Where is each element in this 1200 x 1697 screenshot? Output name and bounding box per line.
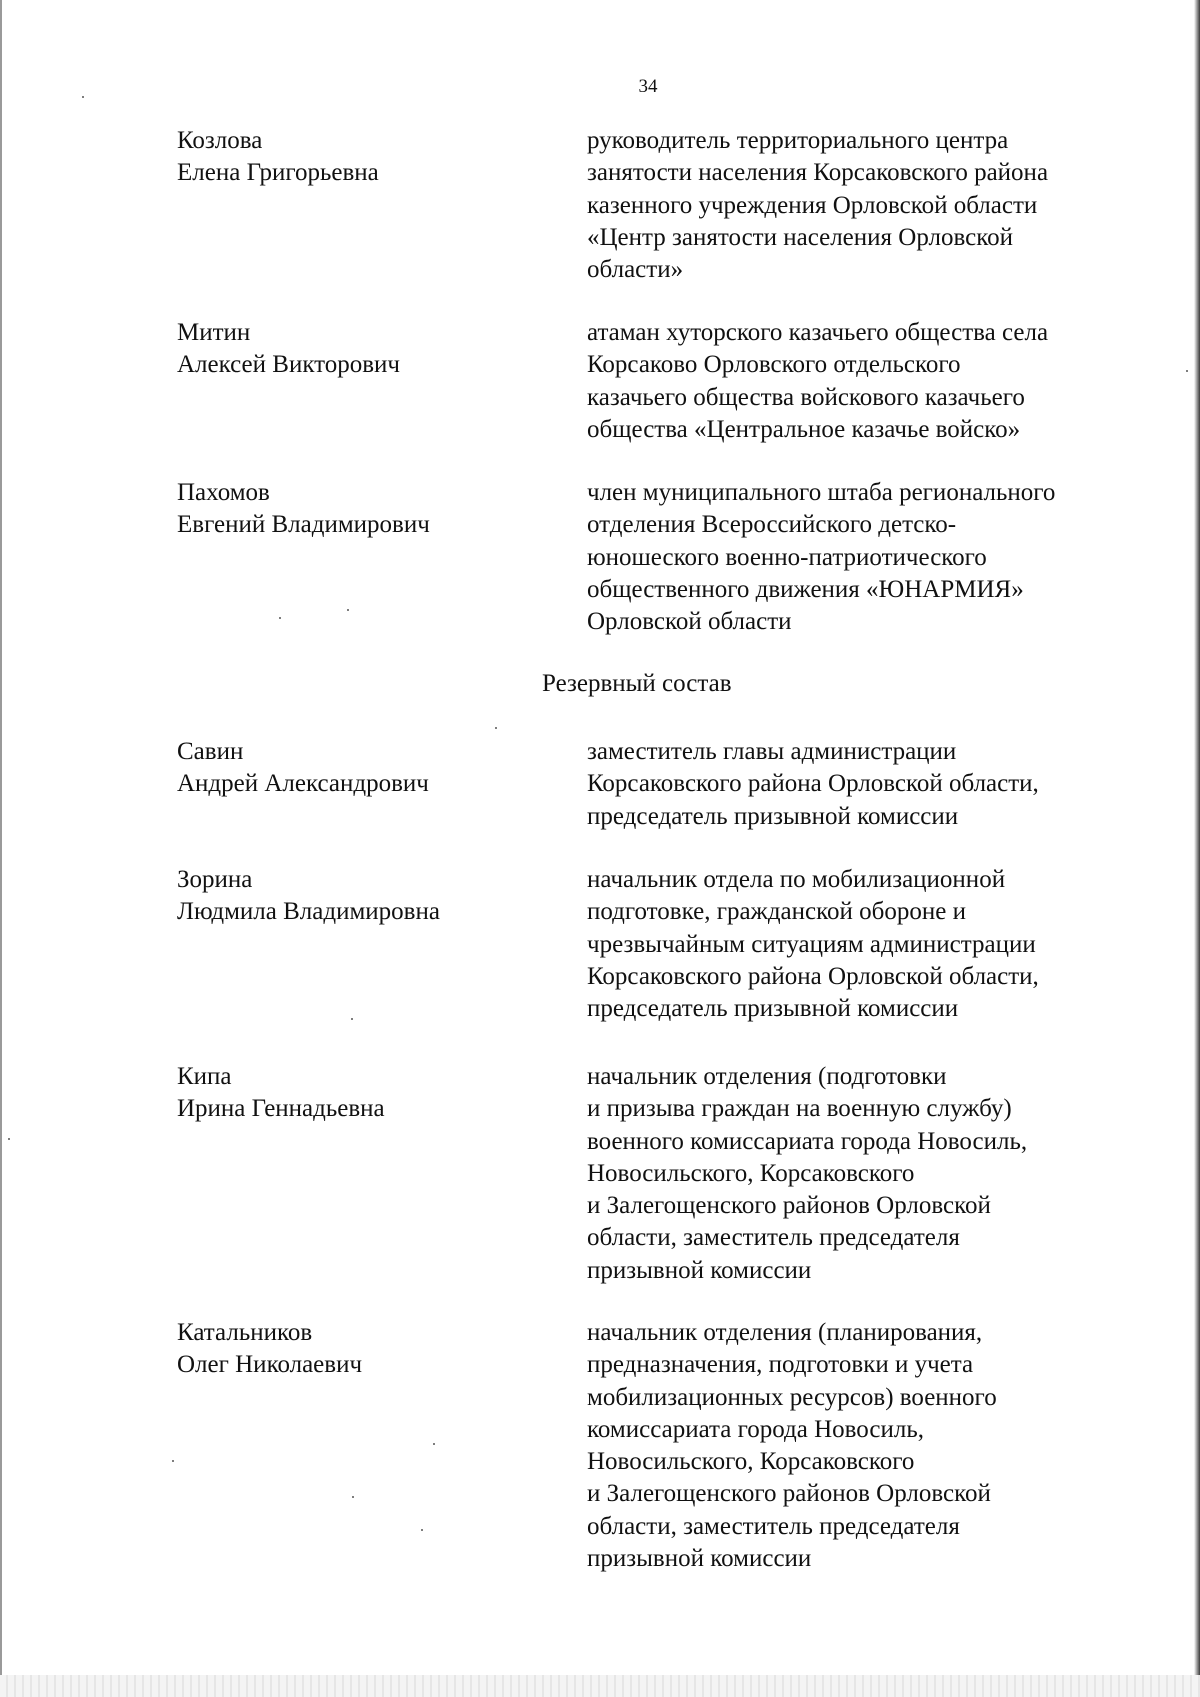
- position-line: руководитель территориального центра: [587, 127, 1009, 154]
- reserve-heading: Резервный состав: [542, 670, 732, 697]
- member-name: [177, 317, 400, 382]
- position-line: Корсаковского района Орловской области,: [587, 770, 1039, 798]
- scan-speck: [421, 1529, 423, 1531]
- member-surname: Кипа: [177, 1063, 232, 1090]
- position-line: призывной комиссии: [587, 1256, 812, 1284]
- scan-speck: [351, 1018, 353, 1020]
- position-line: и призыва граждан на военную службу): [587, 1095, 1012, 1123]
- position-line: Корсаково Орловского отдельского: [587, 351, 961, 379]
- position-line: и Залегощенского районов Орловской: [587, 1192, 991, 1220]
- position-line: и Залегощенского районов Орловской: [587, 1480, 991, 1508]
- position-line: отделения Всероссийского детско-: [587, 511, 957, 539]
- member-surname: Козлова: [177, 127, 263, 154]
- member-given-names: Ирина Геннадьевна: [177, 1095, 385, 1123]
- member-position: [587, 864, 1147, 1025]
- member-position: [587, 736, 1147, 833]
- scan-speck: [172, 1460, 174, 1462]
- position-line: Корсаковского района Орловской области,: [587, 962, 1039, 990]
- member-surname: Митин: [177, 319, 251, 346]
- position-line: Новосильского, Корсаковского: [587, 1159, 915, 1187]
- position-line: занятости населения Корсаковского района: [587, 159, 1049, 187]
- position-line: член муниципального штаба регионального: [587, 479, 1056, 506]
- position-line: председатель призывной комиссии: [587, 802, 959, 830]
- position-line: казенного учреждения Орловской области: [587, 191, 1038, 219]
- member-name: [177, 1317, 362, 1382]
- position-line: чрезвычайным ситуациям администрации: [587, 930, 1036, 958]
- scan-speck: [279, 617, 281, 619]
- scan-speck: [495, 727, 497, 729]
- member-surname: Савин: [177, 738, 244, 765]
- scan-speck: [433, 1443, 435, 1445]
- position-line: председатель призывной комиссии: [587, 995, 959, 1023]
- member-position: [587, 1061, 1147, 1287]
- member-given-names: Андрей Александрович: [177, 770, 429, 798]
- member-name: [177, 125, 379, 190]
- member-name: [177, 477, 430, 542]
- position-line: начальник отделения (планирования,: [587, 1319, 983, 1346]
- position-line: военного комиссариата города Новосиль,: [587, 1127, 1028, 1155]
- position-line: призывной комиссии: [587, 1545, 812, 1573]
- position-line: области»: [587, 256, 684, 284]
- member-surname: Зорина: [177, 866, 253, 893]
- position-line: области, заместитель председателя: [587, 1512, 960, 1540]
- position-line: «Центр занятости населения Орловской: [587, 223, 1013, 251]
- scan-speck: [347, 609, 349, 611]
- scan-right-edge: [1194, 0, 1200, 1697]
- scan-speck: [352, 1496, 354, 1498]
- scan-bottom-edge: [0, 1675, 1200, 1697]
- position-line: комиссариата города Новосиль,: [587, 1415, 924, 1443]
- member-position: [587, 1317, 1147, 1575]
- member-given-names: Елена Григорьевна: [177, 159, 379, 187]
- position-line: мобилизационных ресурсов) военного: [587, 1383, 997, 1411]
- member-position: [587, 477, 1147, 638]
- page-number: 34: [638, 76, 658, 97]
- position-line: начальник отдела по мобилизационной: [587, 866, 1006, 893]
- scan-speck: [1186, 370, 1188, 372]
- position-line: начальник отделения (подготовки: [587, 1063, 947, 1090]
- member-given-names: Людмила Владимировна: [177, 898, 440, 926]
- position-line: казачьего общества войскового казачьего: [587, 383, 1025, 411]
- member-surname: Пахомов: [177, 479, 270, 506]
- position-line: области, заместитель председателя: [587, 1224, 960, 1252]
- member-given-names: Алексей Викторович: [177, 351, 400, 379]
- position-line: атаман хуторского казачьего общества села: [587, 319, 1049, 346]
- position-line: общества «Центральное казачье войско»: [587, 415, 1021, 443]
- position-line: Орловской области: [587, 608, 792, 636]
- scan-speck: [8, 1138, 10, 1140]
- member-name: [177, 1061, 385, 1126]
- member-given-names: Евгений Владимирович: [177, 511, 430, 539]
- member-name: [177, 864, 440, 929]
- position-line: общественного движения «ЮНАРМИЯ»: [587, 575, 1024, 603]
- position-line: подготовке, гражданской обороне и: [587, 898, 966, 926]
- scan-left-edge: [0, 0, 2, 1697]
- member-name: [177, 736, 429, 801]
- member-surname: Катальников: [177, 1319, 313, 1346]
- scan-speck: [82, 96, 84, 98]
- member-position: [587, 317, 1147, 446]
- member-position: [587, 125, 1147, 286]
- position-line: юношеского военно-патриотического: [587, 543, 987, 571]
- position-line: предназначения, подготовки и учета: [587, 1351, 974, 1379]
- position-line: заместитель главы администрации: [587, 738, 957, 765]
- position-line: Новосильского, Корсаковского: [587, 1448, 915, 1476]
- member-given-names: Олег Николаевич: [177, 1351, 363, 1379]
